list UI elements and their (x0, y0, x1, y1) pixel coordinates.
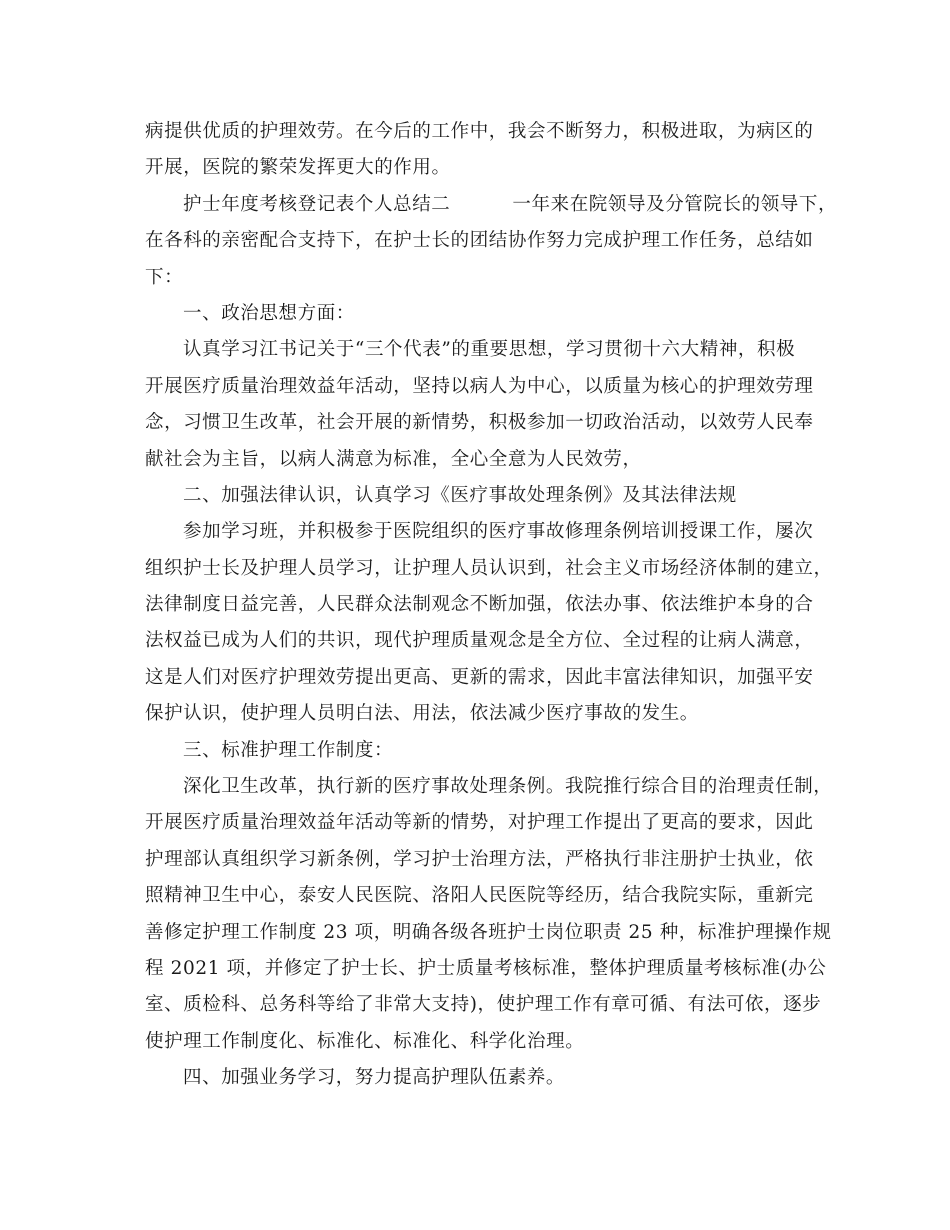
section-heading: 四、加强业务学习，努力提高护理队伍素养。 (183, 1067, 566, 1089)
text-line: 照精神卫生中心，泰安人民医院、洛阳人民医院等经历，结合我院实际，重新完 (145, 885, 814, 907)
text-line: 使护理工作制度化、标准化、标准化、科学化治理。 (145, 1030, 585, 1052)
text-line: 善修定护理工作制度 23 项，明确各级各班护士岗位职责 25 种，标准护理操作规 (145, 921, 832, 943)
text-line: 参加学习班，并积极参于医院组织的医疗事故修理条例培训授课工作，屡次 (183, 521, 814, 543)
text-line: 开展，医院的繁荣发挥更大的作用。 (145, 157, 451, 179)
text-line: 保护认识，使护理人员明白法、用法，依法减少医疗事故的发生。 (145, 703, 699, 725)
text-line: 法权益已成为人们的共识，现代护理质量观念是全方位、全过程的让病人满意， (145, 630, 814, 652)
summary-title: 护士年度考核登记表个人总结二 (183, 193, 451, 215)
section-heading: 二、加强法律认识，认真学习《医疗事故处理条例》及其法律法规 (183, 484, 737, 506)
section-heading-line (145, 187, 838, 223)
text-line-continuation: 一年来在院领导及分管院长的领导下， (512, 193, 838, 215)
section-heading: 三、标准护理工作制度： (183, 739, 394, 761)
text-line: 病提供优质的护理效劳。在今后的工作中，我会不断努力，积极进取，为病区的 (145, 121, 814, 142)
text-line: 下： (145, 266, 184, 288)
text-line: 开展医疗质量治理效益年活动等新的情势，对护理工作提出了更高的要求，因此 (145, 812, 814, 834)
section-heading: 一、政治思想方面： (183, 302, 355, 324)
text-line: 组织护士长及护理人员学习，让护理人员认识到，社会主义市场经济体制的建立， (145, 557, 833, 579)
text-line: 程 2021 项，并修定了护士长、护士质量考核标准，整体护理质量考核标准(办公 (145, 957, 827, 979)
text-line: 室、质检科、总务科等给了非常大支持)，使护理工作有章可循、有法可依，逐步 (145, 994, 822, 1016)
text-line: 献社会为主旨，以病人满意为标准，全心全意为人民效劳， (145, 448, 642, 470)
text-line: 深化卫生改革，执行新的医疗事故处理条例。我院推行综合目的治理责任制， (183, 776, 833, 798)
text-line: 法律制度日益完善，人民群众法制观念不断加强，依法办事、依法维护本身的合 (145, 594, 814, 616)
text-line: 认真学习江书记关于“三个代表”的重要思想，学习贯彻十六大精神，积极 (183, 339, 796, 361)
text-line: 念，习惯卫生改革，社会开展的新情势，积极参加一切政治活动，以效劳人民奉 (145, 412, 814, 434)
text-line: 开展医疗质量治理效益年活动，坚持以病人为中心，以质量为核心的护理效劳理 (145, 375, 814, 397)
text-line: 这是人们对医疗护理效劳提出更高、更新的需求，因此丰富法律知识，加强平安 (145, 666, 814, 688)
text-line: 护理部认真组织学习新条例，学习护士治理方法，严格执行非注册护士执业，依 (145, 848, 814, 870)
text-line: 在各科的亲密配合支持下，在护士长的团结协作努力完成护理工作任务，总结如 (145, 230, 814, 252)
document-body (145, 114, 838, 1097)
